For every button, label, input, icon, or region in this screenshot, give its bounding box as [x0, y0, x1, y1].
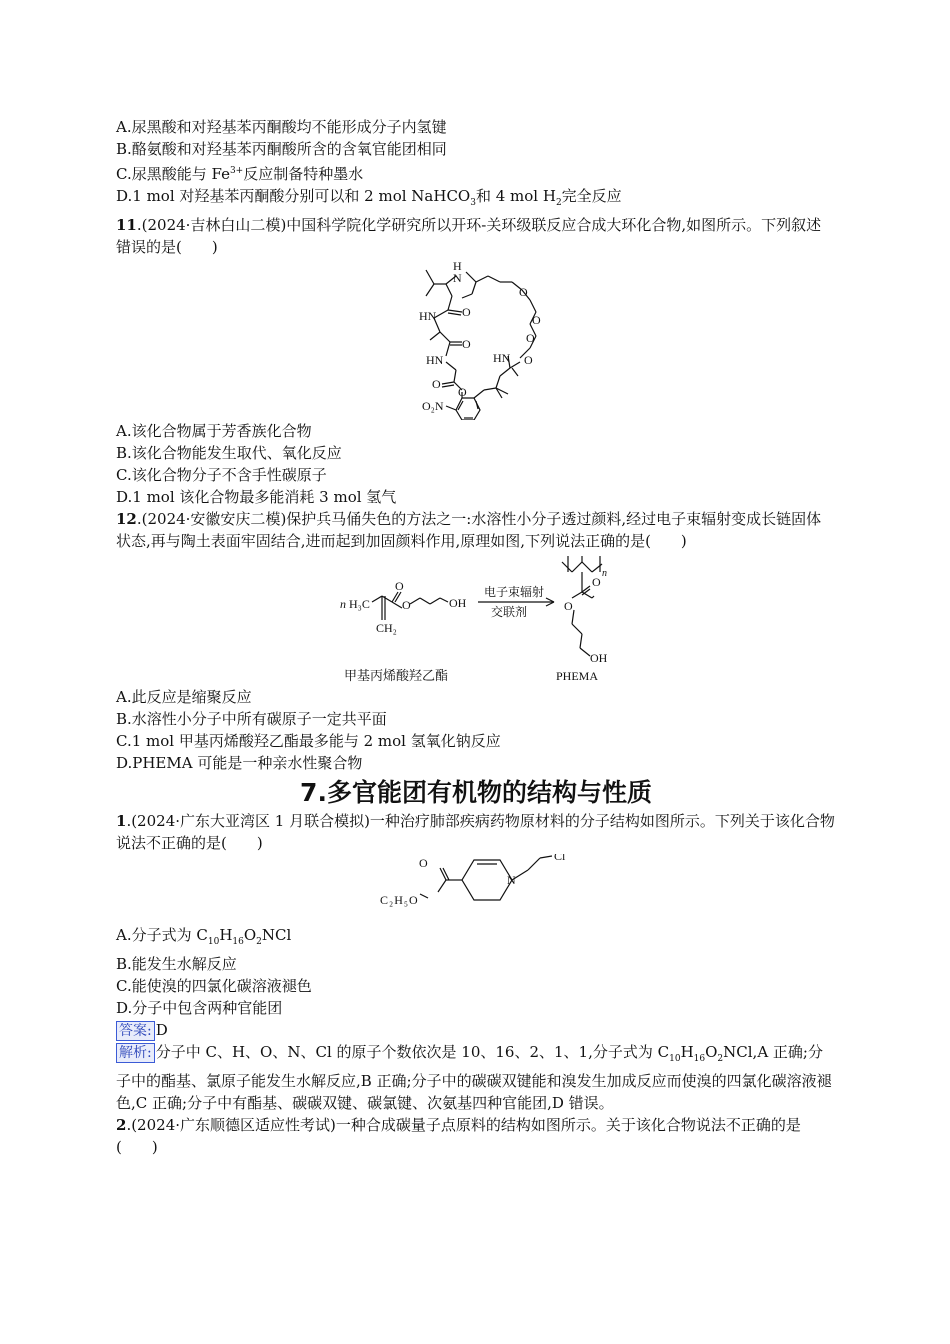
q12-product-name: PHEMA	[556, 669, 599, 683]
q12-figure	[116, 552, 836, 686]
q12-oh-product: OH	[590, 651, 608, 665]
s7q1-option-b: B.能发生水解反应	[116, 955, 237, 973]
q11-option-b: B.该化合物能发生取代、氧化反应	[116, 444, 342, 462]
q12-n-reactant: n	[340, 597, 346, 611]
q12-label-o-4: O	[564, 599, 573, 613]
analysis-tag: 解析:	[116, 1043, 155, 1063]
q10-option-d: D.1 mol 对羟基苯丙酮酸分别可以和 2 mol NaHCO$_3$和 4 mol $H_2$完全反应	[116, 187, 622, 208]
q11-label-o-2: O	[462, 337, 471, 351]
q12-oh-reactant: OH	[449, 596, 467, 610]
s7q1-label-o-1: O	[419, 856, 428, 870]
q12-option-c: C.1 mol 甲基丙烯酸羟乙酯最多能与 2 mol 氢氧化钠反应	[116, 732, 501, 750]
q12-ch2: CH₂	[376, 621, 397, 635]
s7q1-label-n: N	[507, 873, 516, 887]
section-title: 7.多官能团有机物的结构与性质	[300, 778, 652, 807]
q12-arrow-bottom: 交联剂	[491, 605, 528, 619]
page	[116, 116, 836, 1158]
q11-option-a: A.该化合物属于芳香族化合物	[116, 422, 312, 440]
q10-option-b: B.酪氨酸和对羟基苯丙酮酸所含的含氧官能团相同	[116, 140, 447, 158]
q11-option-d: D.1 mol 该化合物最多能消耗 3 mol 氢气	[116, 488, 397, 506]
q12-n-product: n	[602, 568, 607, 579]
q10-option-c: C.尿黑酸能与 $Fe^{3+}$反应制备特种墨水	[116, 165, 364, 183]
tetrahydropyridine-structure	[116, 854, 836, 924]
s7q1-analysis: 解析: 分子中 C、H、O、N、Cl 的原子个数依次是 10、16、2、1、1,分子式为 $C_{10}H_{16}O_2NCl,A$ 正确;分子中的酯基、氯原子能发生水解反应,B 正确;分子中的碳碳双键能和溴发生加成反应而使溴的四氯化碳溶液褪色,C 正确;分子中有酯基、碳碳双键、碳氯键、次氨基四种官能团,D 错误。	[116, 1043, 832, 1112]
q11-option-c: C.该化合物分子不含手性碳原子	[116, 466, 327, 484]
q11-stem: 11.(2024·吉林白山二模)中国科学院化学研究所以开环-关环级联反应合成大环化合物,如图所示。下列叙述错误的是( )	[116, 216, 822, 256]
q11-label-hn-3: HN	[493, 351, 511, 365]
s7q1-figure	[116, 854, 836, 924]
q12-h3c: H₃C	[349, 597, 370, 611]
s7q1-option-a: A.分子式为 $C_{10}H_{16}O_2NCl$	[116, 926, 292, 947]
q11-label-n: N	[453, 271, 462, 285]
answer-tag: 答案:	[116, 1021, 155, 1041]
q11-label-o-4: O	[458, 385, 467, 399]
q11-label-o-6: O	[532, 313, 541, 327]
q11-label-o-5: O	[519, 285, 528, 299]
q12-stem: 12.(2024·安徽安庆二模)保护兵马俑失色的方法之一:水溶性小分子透过颜料,经过电子束辐射变成长链固体状态,再与陶土表面牢固结合,进而起到加固颜料作用,原理如图,下列说法正确的是( )	[116, 510, 822, 550]
q11-label-hn-2: HN	[426, 353, 444, 367]
q12-reactant-name: 甲基丙烯酸羟乙酯	[344, 669, 449, 684]
q12-option-a: A.此反应是缩聚反应	[116, 688, 252, 706]
q10-option-a: A.尿黑酸和对羟基苯丙酮酸均不能形成分子内氢键	[116, 118, 447, 136]
q11-figure	[116, 258, 836, 420]
q12-label-o-1: O	[395, 579, 404, 593]
q12-option-d: D.PHEMA 可能是一种亲水性聚合物	[116, 754, 363, 772]
q11-label-hn-1: HN	[419, 309, 437, 323]
macrocycle-structure	[116, 258, 836, 420]
q11-label-o-7: O	[526, 331, 535, 345]
q11-label-o-3: O	[432, 377, 441, 391]
s7q1-option-d: D.分子中包含两种官能团	[116, 999, 283, 1017]
q11-label-h: H	[453, 259, 462, 273]
q12-arrow-top: 电子束辐射	[484, 585, 545, 599]
s7q1-answer: 答案: D	[116, 1019, 836, 1041]
q12-label-o-3: O	[592, 575, 601, 589]
s7q1-label-cl: Cl	[554, 854, 566, 863]
s7q1-label-c2h5o: C₂H₅O	[380, 893, 419, 907]
s7q2-stem: 2.(2024·广东顺德区适应性考试)一种合成碳量子点原料的结构如图所示。关于该化合物说法不正确的是( )	[116, 1116, 801, 1156]
q12-option-b: B.水溶性小分子中所有碳原子一定共平面	[116, 710, 387, 728]
q11-label-o-8: O	[524, 353, 533, 367]
phema-reaction	[116, 552, 836, 686]
q11-label-o-1: O	[462, 305, 471, 319]
q12-label-o-2: O	[402, 598, 411, 612]
s7q1-option-c: C.能使溴的四氯化碳溶液褪色	[116, 977, 312, 995]
s7q1-stem: 1.(2024·广东大亚湾区 1 月联合模拟)一种治疗肺部疾病药物原材料的分子结构如图所示。下列关于该化合物说法不正确的是( )	[116, 812, 835, 852]
q11-label-no2: O₂N	[422, 399, 444, 413]
